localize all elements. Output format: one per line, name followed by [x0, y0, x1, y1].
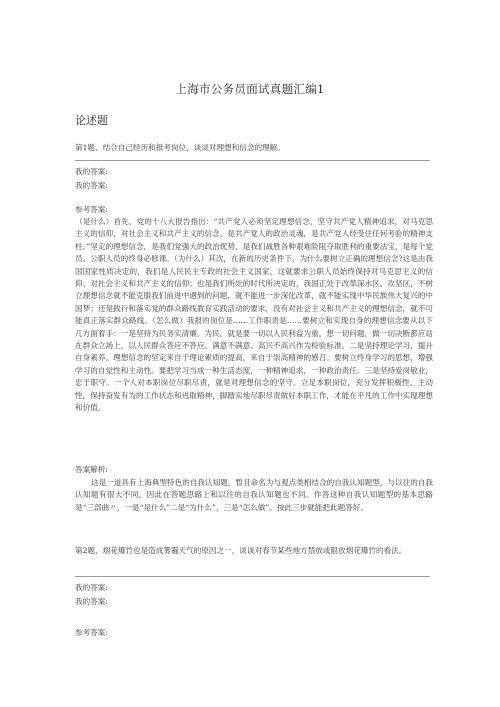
- reference-answer-label: 参考答案:: [75, 628, 108, 637]
- divider: [75, 160, 430, 161]
- answer-analysis-label: 答案解析:: [75, 465, 108, 474]
- section-heading: 论述题: [75, 114, 108, 127]
- document-title: 上海市公务员面试真题汇编1: [175, 82, 325, 96]
- divider: [75, 576, 430, 577]
- my-answer-label: 我的答案:: [75, 597, 108, 606]
- reference-answer-text: （是什么）首先，党的十八大报告指出：“共产党人必须坚定理想信念，坚守共产党人精神追求，对马克思主义的信仰，对社会主义和共产主义的信念，是共产党人的政治灵魂，是共产党人经受住任何考验的精神支柱。”坚定的理想信念，是我们党强大的政治优势，是我们战胜各种艰难险阻夺取胜利的重要法宝，是每个党员、公职人员的终身必修课。（为什么）其次，在新的历史条件下，为什么要树立正确的理想信念?这是由我国国家性质决定的，我们是人民民主专政的社会主义国家，这就要求公职人员始终保持对马克思主义的信仰、对社会主义和共产主义的信仰；也是我们所处的时代所决定的，我国正处于改革深水区、攻坚区，不树立理想信念就不能克服我们前进中遇到的问题，就不能进一步深化改革，就不能实现中华民族伟大复兴的中国梦；还是践行和落实党的群众路线教育实践活动的要求，没有对社会主义和共产主义的理想信念，就不可能真正落实群众路线。（怎么做）我报的岗位是……工作职责是……要树立和实现自身的理想信念要从以下几方面着手：一是坚持为民务实清廉。为民，就是要一切以人民利益为重，想一切问题，做一切决断都应站在群众立场上，以人民群众答应不答应、满意不满意、高兴不高兴作为检验标准。二是坚持理论学习，提升自身素养。理想信念的坚定来自于理论素质的提高，来自于崇高精神的感召。要树立终身学习的思想，增强学习的自觉性和主动性。要把学习当成一种生活态度，一种精神追求，一种政治责任。三是坚持爱岗敬业，忠于职守。一个人对本职岗位尽职尽责，就是对理想信念的坚守。立足本职岗位，充分发挥积极性、主动性，保持奋发有为的工作状态和进取精神，脚踏实地尽职尽责做好本职工作，才能在平凡的工作中实现理想和价值。: [75, 217, 433, 413]
- question-2: 第2题、烟花爆竹也是造成雾霾天气的原因之一，谈谈对春节某些地方禁放或限放烟花爆竹的看法。: [75, 546, 407, 555]
- my-answer-label: 我的答案:: [75, 167, 108, 176]
- question-1: 第1题、结合自己经历和报考岗位，谈谈对理想和信念的理解。: [75, 143, 285, 152]
- my-answer-label: 我的答案:: [75, 181, 108, 190]
- reference-answer-label: 参考答案:: [75, 205, 108, 214]
- my-answer-label: 我的答案:: [75, 583, 108, 592]
- answer-analysis-text: 这是一道具有上海典型特色的自我认知题，暂且命名为与观点类相结合的自我认知题型，与以往的自我认知题有很大不同，因此在答题思路上和以往的自我认知题也不同。作答这种自我认知题型的基本思路是“三部曲〃，一是“是什么”二是“为什么”，三是“怎么做”。按此三步就能把此题答好。: [75, 478, 433, 512]
